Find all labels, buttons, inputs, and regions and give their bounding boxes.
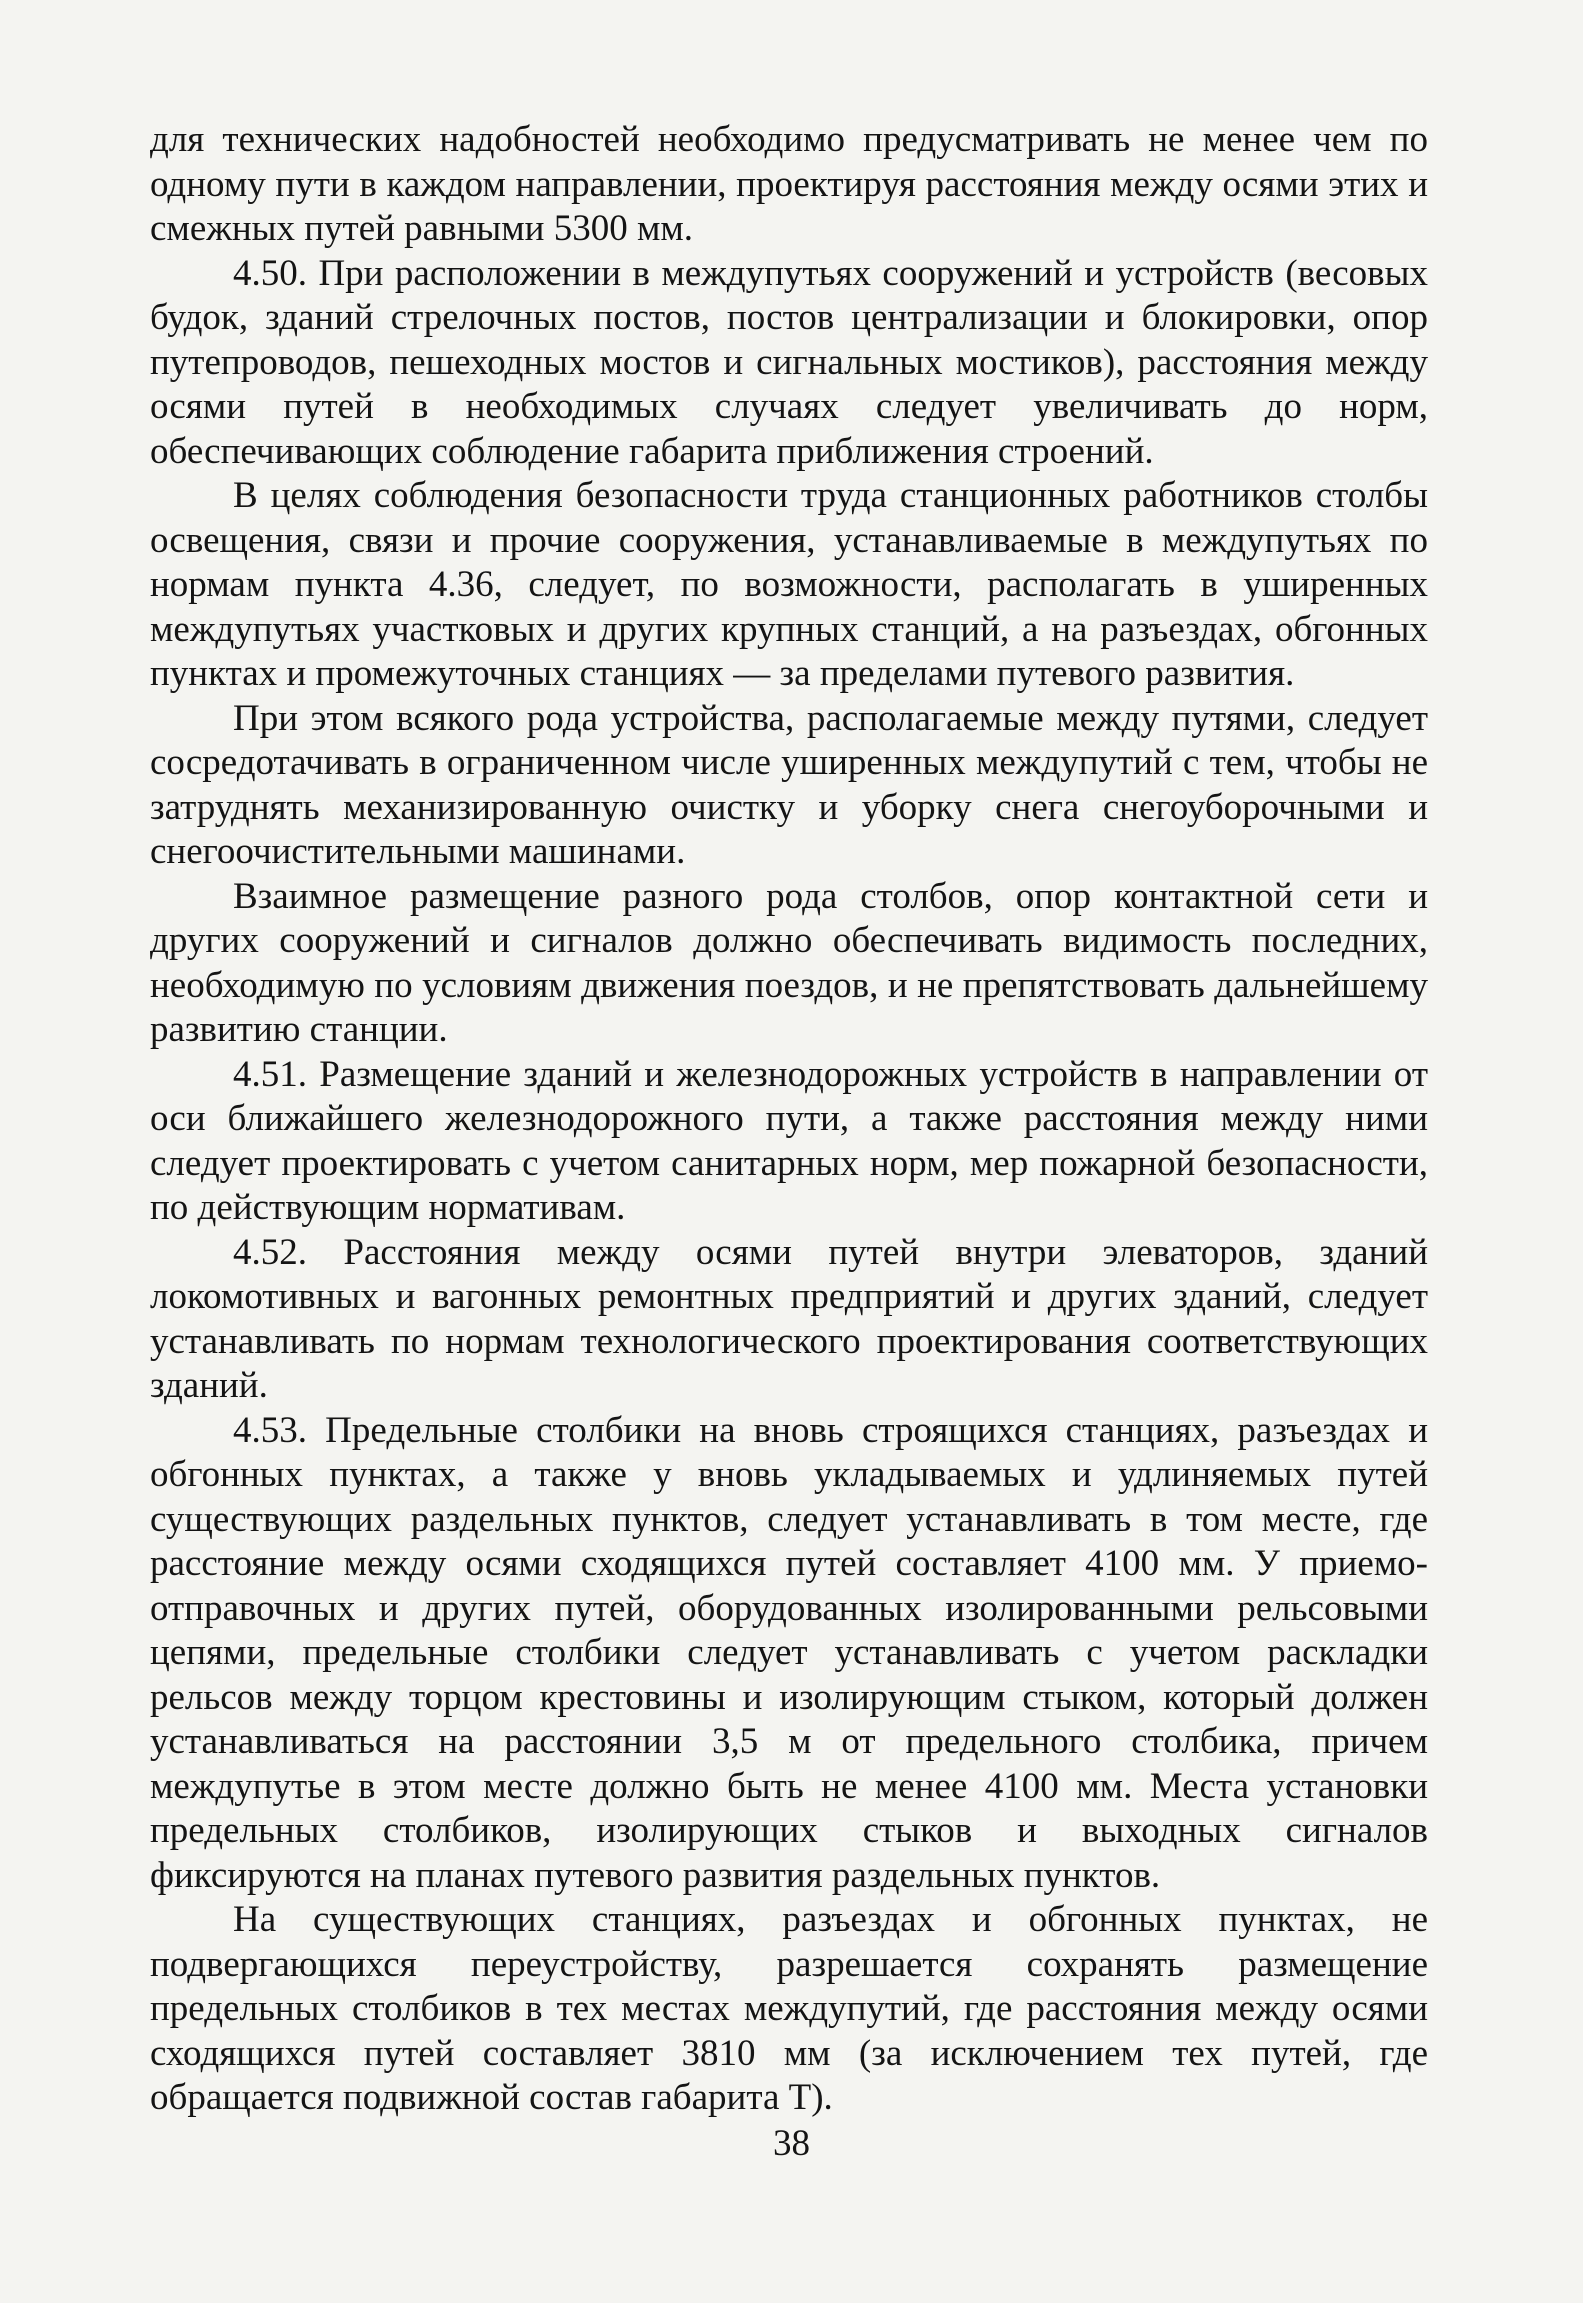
paragraph-4-50: 4.50. При расположении в междупутьях сооружений и устройств (весовых будок, зданий стрелочных постов, постов централизации и блокировки, опор путепроводов, пешеходных мостов и сигнальных мостиков), расстояния между осями путей в необходимых случаях следует увеличивать до норм, обеспечивающих соблюдение габарита приближения строений.: [150, 252, 1428, 472]
paragraph-4-52: 4.52. Расстояния между осями путей внутри элеваторов, зданий локомотивных и вагонных ремонтных предприятий и других зданий, следует устанавливать по нормам технологического проектирования соответствующих зданий.: [150, 1231, 1428, 1406]
paragraph-safety: В целях соблюдения безопасности труда станционных работников столбы освещения, связи и прочие сооружения, устанавливаемые в междупутьях по нормам пункта 4.36, следует, по возможности, располагать в уширенных междупутьях участковых и других крупных станций, а на разъездах, обгонных пунктах и промежуточных станциях — за пределами путевого развития.: [150, 475, 1428, 694]
paragraph-placement: Взаимное размещение разного рода столбов, опор контактной сети и других сооружений и сигналов должно обеспечивать видимость последних, необходимую по условиям движения поездов, и не препятствовать дальнейшему развитию станции.: [150, 875, 1428, 1050]
page-number: 38: [773, 2123, 810, 2164]
paragraph-devices: При этом всякого рода устройства, располагаемые между путями, следует сосредотачивать в ограниченном числе уширенных междупутий с тем, чтобы не затруднять механизированную очистку и уборку снега снегоуборочными и снегоочистительными машинами.: [150, 697, 1428, 872]
paragraph-existing-stations: На существующих станциях, разъездах и обгонных пунктах, не подвергающихся переустройству, разрешается сохранять размещение предельных столбиков в тех местах междупутий, где расстояния между осями сходящихся путей составляет 3810 мм (за исключением тех путей, где обращается подвижной состав габарита Т).: [150, 1899, 1428, 2118]
page-text: [150, 118, 1428, 2121]
paragraph-4-51: 4.51. Размещение зданий и железнодорожных устройств в направлении от оси ближайшего железнодорожного пути, а также расстояния между ними следует проектировать с учетом санитарных норм, мер пожарной безопасности, по действующим нормативам.: [150, 1053, 1428, 1228]
paragraph-continuation: для технических надобностей необходимо предусматривать не менее чем по одному пути в каждом направлении, проектируя расстояния между осями этих и смежных путей равными 5300 мм.: [150, 119, 1428, 249]
paragraph-4-53: 4.53. Предельные столбики на вновь строящихся станциях, разъездах и обгонных пунктах, а также у вновь укладываемых и удлиняемых путей существующих раздельных пунктов, следует устанавливать в том месте, где расстояние между осями сходящихся путей составляет 4100 мм. У приемо-отправочных и других путей, оборудованных изолированными рельсовыми цепями, предельные столбики следует устанавливать с учетом раскладки рельсов между торцом крестовины и изолирующим стыком, который должен устанавливаться на расстоянии 3,5 м от предельного столбика, причем междупутье в этом месте должно быть не менее 4100 мм. Места установки предельных столбиков, изолирующих стыков и выходных сигналов фиксируются на планах путевого развития раздельных пунктов.: [150, 1409, 1428, 1896]
